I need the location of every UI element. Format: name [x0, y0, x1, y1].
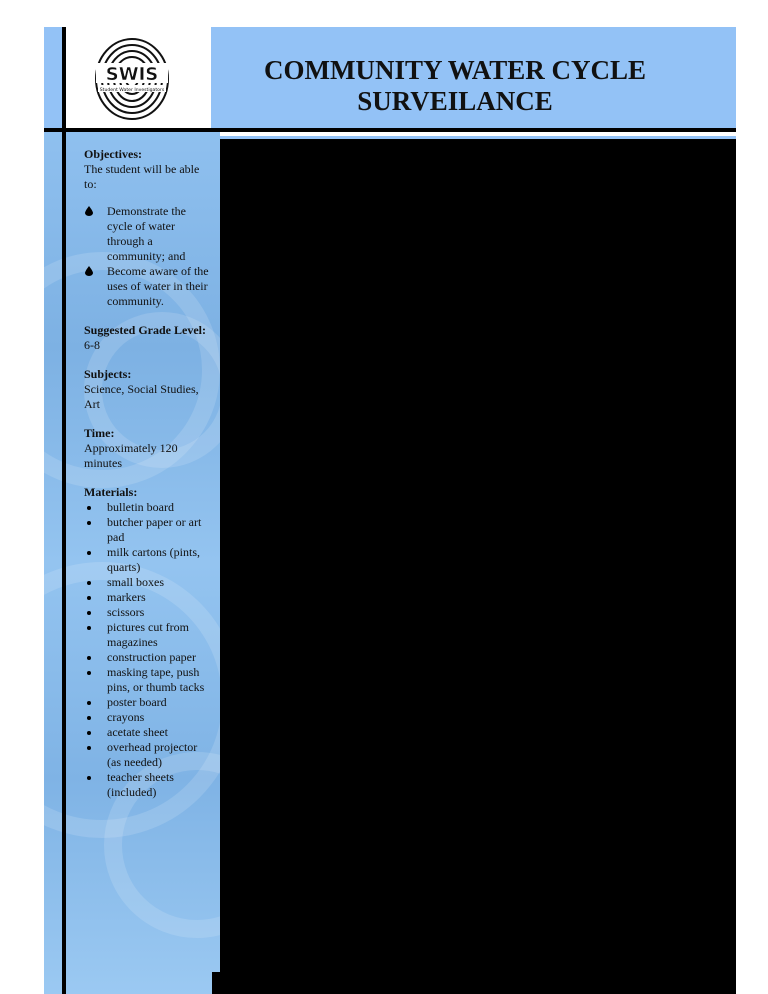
list-item [84, 740, 212, 770]
list-item [84, 695, 212, 710]
dot-icon [87, 746, 91, 750]
material-text: crayons [107, 710, 145, 724]
list-item [84, 605, 212, 620]
logo-tagline: Student Water Investigators [99, 88, 165, 93]
material-text: overhead projector (as needed) [107, 740, 198, 769]
dot-icon [87, 521, 91, 525]
title-line-1: COMMUNITY WATER CYCLE [263, 55, 647, 85]
material-text: masking tape, push pins, or thumb tacks [107, 665, 205, 694]
materials-heading: Materials: [84, 485, 138, 499]
list-item [84, 515, 212, 545]
objectives-list [84, 204, 212, 309]
list-item [84, 545, 212, 575]
list-item [84, 500, 212, 515]
horizontal-accent-rule [220, 136, 736, 139]
water-drop-icon [85, 266, 93, 276]
objectives-intro: The student will be able to: [84, 162, 200, 191]
list-item [84, 264, 212, 309]
dot-icon [87, 551, 91, 555]
redaction-edge [212, 972, 222, 994]
dot-icon [87, 776, 91, 780]
list-item [84, 770, 212, 800]
list-item [84, 665, 212, 695]
objective-text: Become aware of the uses of water in their community. [107, 264, 209, 308]
material-text: acetate sheet [107, 725, 168, 739]
dot-icon [87, 671, 91, 675]
list-item [84, 620, 212, 650]
subjects-heading: Subjects: [84, 367, 132, 381]
dot-icon [87, 506, 91, 510]
subjects-section [84, 367, 212, 412]
title-line-2: SURVEILANCE [357, 86, 553, 116]
dot-icon [87, 701, 91, 705]
material-text: markers [107, 590, 146, 604]
document-page [44, 27, 736, 994]
dot-icon [87, 611, 91, 615]
logo-letters: SWIS [105, 64, 159, 85]
grade-section [84, 323, 212, 353]
list-item [84, 575, 212, 590]
redacted-content-area [220, 139, 736, 994]
objective-text: Demonstrate the cycle of water through a community; and [107, 204, 186, 263]
grade-value: 6-8 [84, 338, 100, 352]
material-text: butcher paper or art pad [107, 515, 202, 544]
dot-icon [87, 581, 91, 585]
material-text: teacher sheets (included) [107, 770, 174, 799]
swis-fingerprint-logo [90, 35, 174, 121]
dot-icon [87, 596, 91, 600]
material-text: milk cartons (pints, quarts) [107, 545, 200, 574]
page-title [220, 55, 690, 117]
sidebar-content [84, 147, 212, 800]
list-item [84, 590, 212, 605]
subjects-value: Science, Social Studies, Art [84, 382, 199, 411]
material-text: scissors [107, 605, 145, 619]
horizontal-rule [44, 128, 736, 132]
list-item [84, 204, 212, 264]
material-text: poster board [107, 695, 167, 709]
material-text: small boxes [107, 575, 164, 589]
list-item [84, 710, 212, 725]
dot-icon [87, 626, 91, 630]
objectives-section [84, 147, 212, 309]
list-item [84, 725, 212, 740]
objectives-heading: Objectives: [84, 147, 142, 161]
material-text: construction paper [107, 650, 196, 664]
materials-section [84, 485, 212, 800]
material-text: pictures cut from magazines [107, 620, 189, 649]
dot-icon [87, 716, 91, 720]
dot-icon [87, 731, 91, 735]
time-heading: Time: [84, 426, 115, 440]
vertical-rule [62, 27, 66, 994]
dot-icon [87, 656, 91, 660]
water-drop-icon [85, 206, 93, 216]
grade-heading: Suggested Grade Level: [84, 323, 206, 337]
materials-list [84, 500, 212, 800]
material-text: bulletin board [107, 500, 174, 514]
list-item [84, 650, 212, 665]
time-section [84, 426, 212, 471]
time-value: Approximately 120 minutes [84, 441, 178, 470]
